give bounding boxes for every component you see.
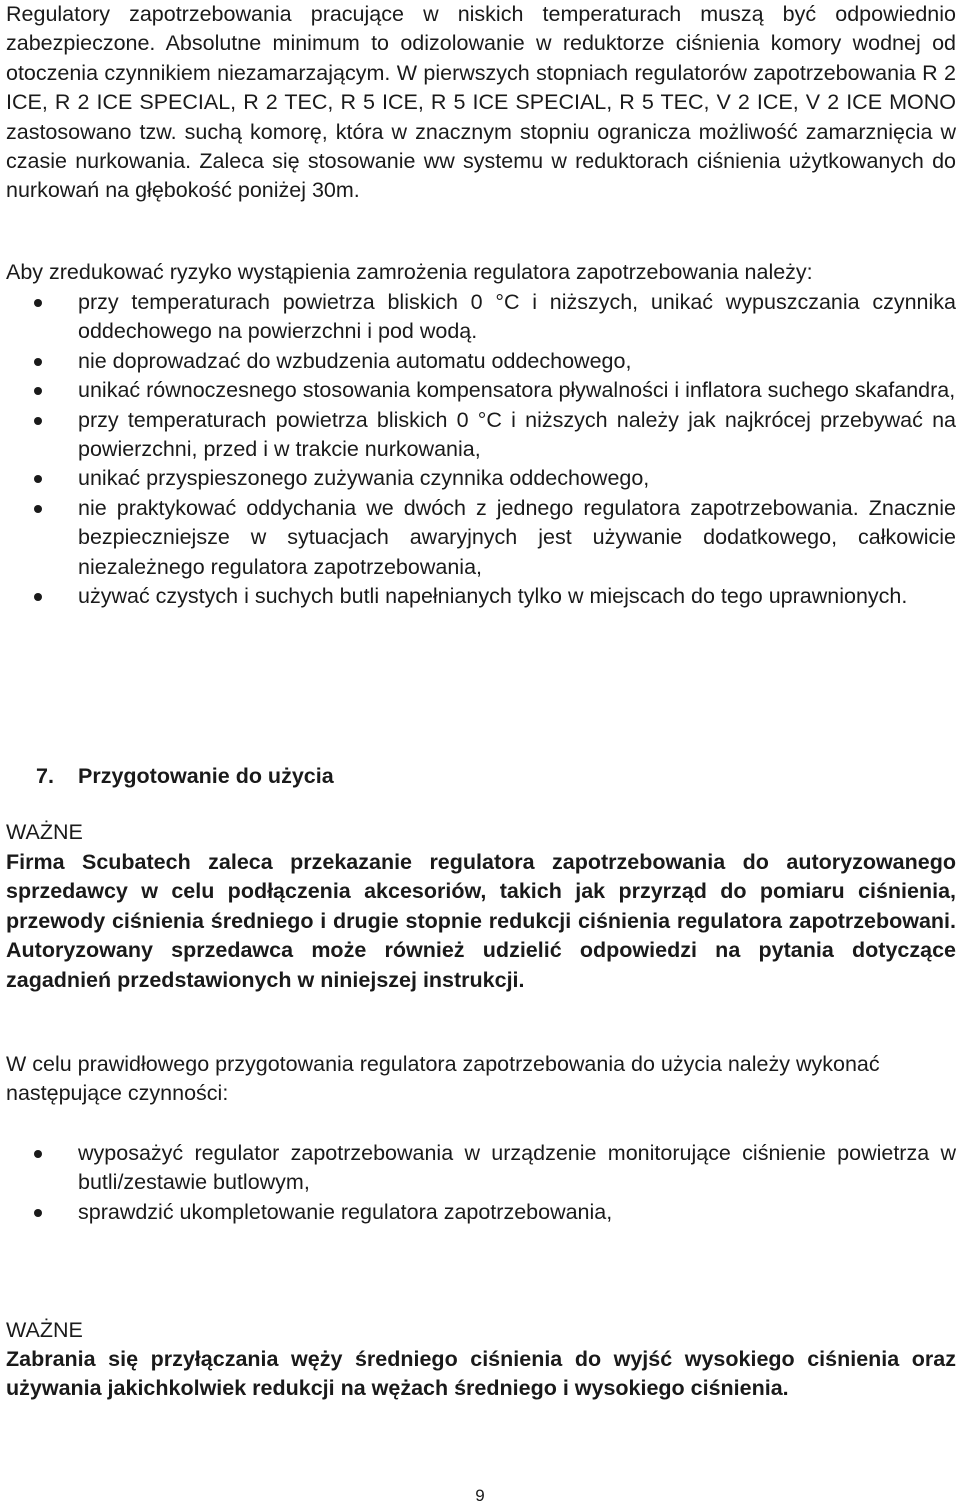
- bullet-icon: [34, 387, 42, 395]
- freeze-intro: Aby zredukować ryzyko wystąpienia zamrożenia regulatora zapotrzebowania należy:: [6, 260, 813, 284]
- bullet-icon: [34, 475, 42, 483]
- list-item: nie doprowadzać do wzbudzenia automatu oddechowego,: [6, 347, 956, 376]
- notice-label: WAŻNE: [6, 1318, 83, 1342]
- intro-paragraph: Regulatory zapotrzebowania pracujące w niskich temperaturach muszą być odpowiednio zabezpieczone. Absolutne minimum to odizolowanie w reduktorze ciśnienia komory wodnej od otoczenia czynnikiem niezamarzającym. W pierwszych stopniach regulatorów zapotrzebowania R 2 ICE, R 2 ICE SPECIAL, R 2 TEC, R 5 ICE, R 5 ICE SPECIAL, R 5 TEC, V 2 ICE, V 2 ICE MONO zastosowano tzw. suchą komorę, która w znacznym stopniu ogranicza możliwość zamarznięcia w czasie nurkowania. Zaleca się stosowanie ww systemu w reduktorach ciśnienia użytkowanych do nurkowań na głębokość poniżej 30m.: [6, 2, 956, 203]
- bullet-icon: [34, 417, 42, 425]
- list-item: przy temperaturach powietrza bliskich 0 °C i niższych należy jak najkrócej przebywać na powierzchni, przed i w trakcie nurkowania,: [6, 406, 956, 465]
- bullet-icon: [34, 1209, 42, 1217]
- bullet-icon: [34, 505, 42, 513]
- prep-intro: W celu prawidłowego przygotowania regulatora zapotrzebowania do użycia należy wykonać następujące czynności:: [6, 1052, 880, 1106]
- page-number: 9: [475, 1486, 485, 1505]
- bullet-icon: [34, 593, 42, 601]
- list-item: nie praktykować oddychania we dwóch z jednego regulatora zapotrzebowania. Znacznie bezpieczniejsze w sytuacjach awaryjnych jest używanie dodatkowego, całkowicie niezależnego regulatora zapotrzebowania,: [6, 494, 956, 582]
- bullet-icon: [34, 358, 42, 366]
- bullet-icon: [34, 299, 42, 307]
- section-title: Przygotowanie do użycia: [78, 764, 334, 788]
- notice-text: Zabrania się przyłączania węży średniego ciśnienia do wyjść wysokiego ciśnienia oraz używania jakichkolwiek redukcji na wężach średniego i wysokiego ciśnienia.: [6, 1347, 956, 1401]
- list-item: sprawdzić ukompletowanie regulatora zapotrzebowania,: [6, 1198, 956, 1227]
- notice-label: WAŻNE: [6, 820, 83, 844]
- notice-text: Firma Scubatech zaleca przekazanie regulatora zapotrzebowania do autoryzowanego sprzedawcy w celu podłączenia akcesoriów, takich jak przyrząd do pomiaru ciśnienia, przewody ciśnienia średniego i drugie stopnie redukcji ciśnienia regulatora zapotrzebowani. Autoryzowany sprzedawca może również udzielić odpowiedzi na pytania dotyczące zagadnień przedstawionych w niniejszej instrukcji.: [6, 850, 956, 992]
- prep-list: [6, 1139, 956, 1227]
- list-item: unikać równoczesnego stosowania kompensatora pływalności i inflatora suchego skafandra,: [6, 376, 956, 405]
- freeze-list: [6, 288, 956, 611]
- list-item: unikać przyspieszonego zużywania czynnika oddechowego,: [6, 464, 956, 493]
- section-number: 7.: [36, 764, 54, 788]
- list-item: wyposażyć regulator zapotrzebowania w urządzenie monitorujące ciśnienie powietrza w butli/zestawie butlowym,: [6, 1139, 956, 1198]
- list-item: przy temperaturach powietrza bliskich 0 °C i niższych, unikać wypuszczania czynnika oddechowego na powierzchni i pod wodą.: [6, 288, 956, 347]
- list-item: używać czystych i suchych butli napełnianych tylko w miejscach do tego uprawnionych.: [6, 582, 956, 611]
- section-heading: [6, 762, 956, 791]
- bullet-icon: [34, 1150, 42, 1158]
